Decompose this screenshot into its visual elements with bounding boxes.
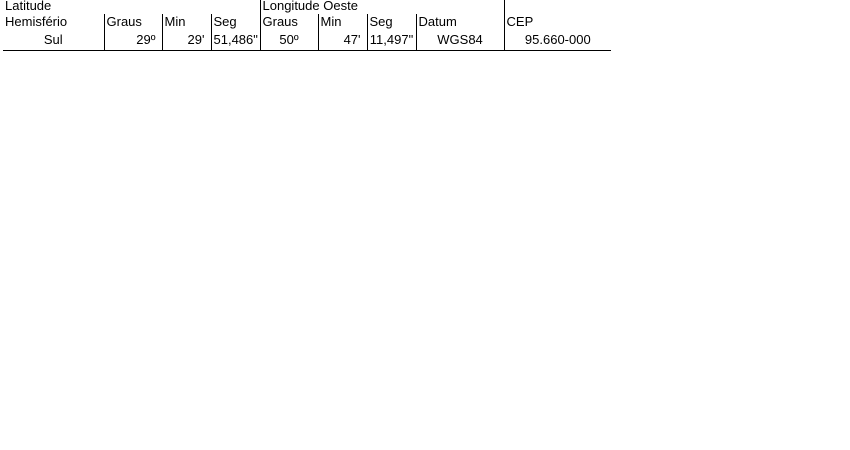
lat-minutes-header: Min xyxy=(162,14,211,30)
datum-header: Datum xyxy=(416,14,504,30)
lon-minutes-header: Min xyxy=(318,14,367,30)
lat-minutes-value: 29' xyxy=(162,30,211,51)
lat-degrees-value: 29º xyxy=(104,30,162,51)
coordinates-table xyxy=(3,0,611,51)
lat-seconds-header: Seg xyxy=(211,14,260,30)
lat-seconds-value: 51,486" xyxy=(211,30,260,51)
group-header-row xyxy=(3,0,611,14)
cep-group-header xyxy=(504,0,611,14)
hemisphere-header: Hemisfério xyxy=(5,14,68,29)
table-row xyxy=(3,30,611,51)
cep-value: 95.660-000 xyxy=(504,30,611,51)
longitude-group-header: Longitude Oeste xyxy=(260,0,504,14)
hemisphere-value: Sul xyxy=(3,30,104,51)
latitude-group-header: Latitude xyxy=(5,0,52,13)
lon-degrees-value: 50º xyxy=(260,30,318,51)
lon-seconds-header: Seg xyxy=(367,14,416,30)
lon-minutes-value: 47' xyxy=(318,30,367,51)
lon-degrees-header: Graus xyxy=(260,14,318,30)
cep-header: CEP xyxy=(504,14,611,30)
lon-seconds-value: 11,497" xyxy=(367,30,416,51)
datum-value: WGS84 xyxy=(416,30,504,51)
column-header-row xyxy=(3,14,611,30)
lat-degrees-header: Graus xyxy=(104,14,162,30)
